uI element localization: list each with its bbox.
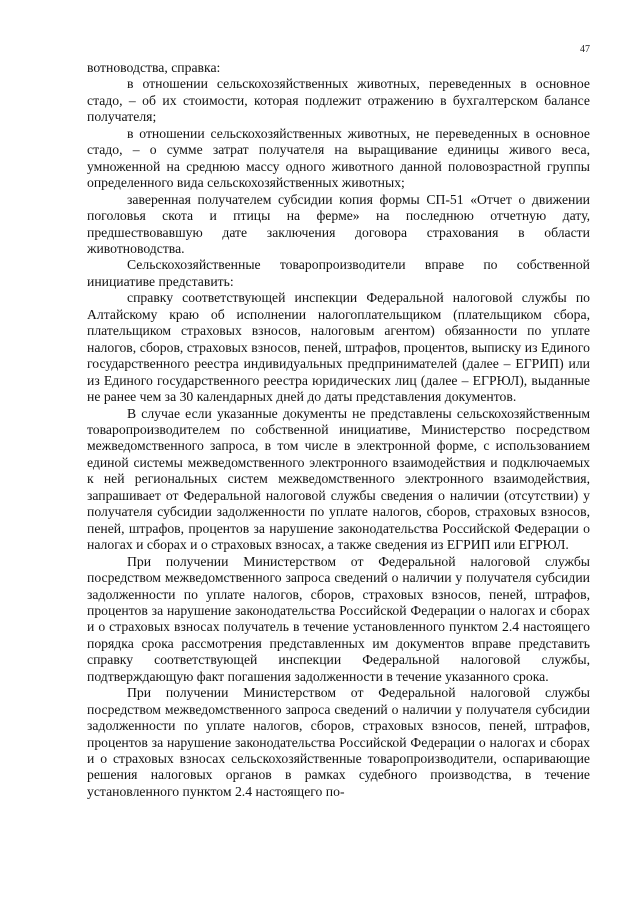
body-text xyxy=(87,60,590,800)
paragraph: в отношении сельскохозяйственных животных, не переведенных в основное стадо, – о сумме затрат получателя на выращивание единицы живого веса, умноженной на среднюю массу одного животного данной половозрастной группы определенного вида сельскохозяйственных животных; xyxy=(87,125,590,191)
paragraph-continuation: вотноводства, справка: xyxy=(87,60,221,75)
paragraph: При получении Министерством от Федеральной налоговой службы посредством межведомственного запроса сведений о наличии у получателя субсидии задолженности по уплате налогов, сборов, страховых взносов, пеней, штрафов, процентов за нарушение законодательства Российской Федерации о налогах и сборах и о страховых взносах сельскохозяйственные товаропроизводители, оспаривающие решения налоговых органов в рамках судебного производства, в течение установленного пунктом 2.4 настоящего по- xyxy=(87,685,590,799)
paragraph: в отношении сельскохозяйственных животных, переведенных в основное стадо, – об их стоимости, которая подлежит отражению в бухгалтерском балансе получателя; xyxy=(87,76,590,125)
page-number: 47 xyxy=(580,44,590,55)
paragraph: При получении Министерством от Федеральной налоговой службы посредством межведомственного запроса сведений о наличии у получателя субсидии задолженности по уплате налогов, сборов, страховых взносов, пеней, штрафов, процентов за нарушение законодательства Российской Федерации о налогах и сборах и о страховых взносах получатель в течение установленного пунктом 2.4 настоящего порядка срока рассмотрения представленных им документов вправе представить справку соответствующей инспекции Федеральной налоговой службы, подтверждающую факт погашения задолженности в течение указанного срока. xyxy=(87,553,590,684)
paragraph: В случае если указанные документы не представлены сельскохозяйственным товаропроизводителем по собственной инициативе, Министерство посредством межведомственного запроса, в том числе в электронной форме, с использованием единой системы межведомственного электронного взаимодействия и подключаемых к ней региональных систем межведомственного электронного взаимодействия, запрашивает от Федеральной налоговой службы сведения о наличии (отсутствии) у получателя субсидии задолженности по уплате налогов, сборов, страховых взносов, пеней, штрафов, процентов за нарушение законодательства Российской Федерации о налогах и сборах и о страховых взносах, а также сведения из ЕГРИП или ЕГРЮЛ. xyxy=(87,405,590,553)
paragraph: заверенная получателем субсидии копия формы СП-51 «Отчет о движении поголовья скота и птицы на ферме» на последнюю отчетную дату, предшествовавшую дате заключения договора страхования в области животноводства. xyxy=(87,191,590,256)
paragraph: Сельскохозяйственные товаропроизводители вправе по собственной инициативе представить: xyxy=(87,257,590,289)
paragraph: справку соответствующей инспекции Федеральной налоговой службы по Алтайскому краю об исполнении налогоплательщиком (плательщиком сбора, плательщиком страховых взносов, налоговым агентом) обязанности по уплате налогов, сборов, страховых взносов, пеней, штрафов, процентов, выписку из Единого государственного реестра индивидуальных предпринимателей (далее – ЕГРИП) или из Единого государственного реестра юридических лиц (далее – ЕГРЮЛ), выданные не ранее чем за 30 календарных дней до даты представления документов. xyxy=(87,290,590,405)
